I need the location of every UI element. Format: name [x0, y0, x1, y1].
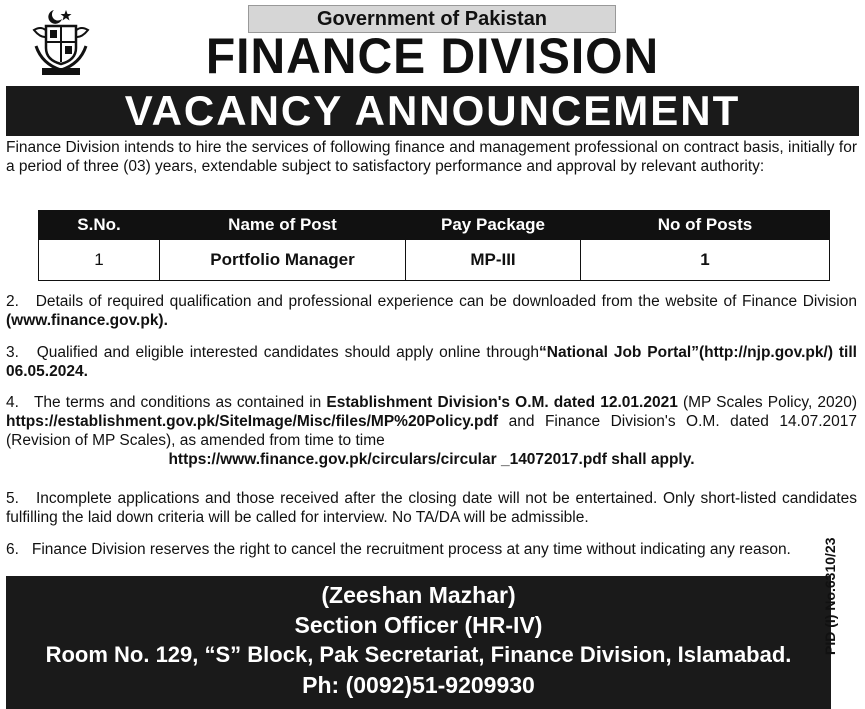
intro-paragraph: Finance Division intends to hire the services of following finance and management professional on contract basis, initially for a period of three (03) years, extendable subject to satisfactory performance and approval by relevant authority:	[6, 139, 857, 175]
paragraph-number: 3.	[6, 344, 19, 361]
finance-circular-link[interactable]: https://www.finance.gov.pk/circulars/circular _14072017.pdf shall apply.	[168, 451, 695, 468]
paragraph-number: 4.	[6, 394, 19, 411]
cell-pay: MP-III	[406, 240, 581, 281]
paragraph-number: 2.	[6, 293, 19, 310]
vacancy-banner: VACANCY ANNOUNCEMENT	[6, 86, 859, 136]
col-header-pay: Pay Package	[406, 211, 581, 240]
paragraph-6	[6, 540, 857, 559]
job-portal-link[interactable]: “National Job Portal”(http://njp.gov.pk/) till 06.05.2024.	[6, 344, 857, 380]
establishment-om-reference: Establishment Division's O.M. dated 12.01.2021	[326, 394, 678, 411]
cell-posts: 1	[581, 240, 830, 281]
paragraph-text: (MP Scales Policy, 2020)	[682, 394, 858, 411]
office-phone: Ph: (0092)51-9209930	[302, 672, 535, 698]
division-title: FINANCE DIVISION	[205, 28, 660, 85]
officer-name: (Zeeshan Mazhar)	[321, 582, 516, 608]
finance-website-link[interactable]: (www.finance.gov.pk).	[6, 312, 168, 329]
table-header-row	[39, 211, 830, 240]
paragraph-4	[6, 393, 857, 469]
government-title: Government of Pakistan	[248, 5, 616, 33]
cell-sno: 1	[39, 240, 160, 281]
paragraph-text: Qualified and eligible interested candidates should apply online through	[36, 344, 540, 361]
paragraph-2	[6, 292, 857, 330]
paragraph-3	[6, 343, 857, 381]
table-row	[39, 240, 830, 281]
mp-policy-link[interactable]: https://establishment.gov.pk/SiteImage/Misc/files/MP%20Policy.pdf	[6, 413, 499, 430]
col-header-post: Name of Post	[160, 211, 406, 240]
vacancy-table	[38, 210, 830, 281]
paragraph-text: Details of required qualification and professional experience can be downloaded from the website of Finance Division	[35, 293, 857, 310]
paragraph-text: Incomplete applications and those received after the closing date will not be entertained. Only short-listed candidates fulfilling the laid down criteria will be called for interview. No TA/DA will be admissible.	[6, 490, 858, 526]
cell-post: Portfolio Manager	[160, 240, 406, 281]
col-header-posts: No of Posts	[581, 211, 830, 240]
paragraph-5	[6, 489, 857, 527]
paragraph-number: 6.	[6, 541, 19, 558]
paragraph-text: Finance Division reserves the right to cancel the recruitment process at any time without indicating any reason.	[31, 541, 791, 558]
paragraph-text: and Finance Division's O.M. dated 14.07.2017 (Revision of MP Scales), as amended from time to time	[6, 413, 857, 449]
contact-footer	[6, 576, 831, 709]
paragraph-number: 5.	[6, 490, 19, 507]
officer-designation: Section Officer (HR-IV)	[294, 612, 543, 638]
office-address: Room No. 129, “S” Block, Pak Secretariat, Finance Division, Islamabad.	[45, 642, 792, 667]
paragraph-text: The terms and conditions as contained in	[33, 394, 322, 411]
col-header-sno: S.No.	[39, 211, 160, 240]
pid-number: PID (I) No.6310/23	[822, 537, 838, 655]
